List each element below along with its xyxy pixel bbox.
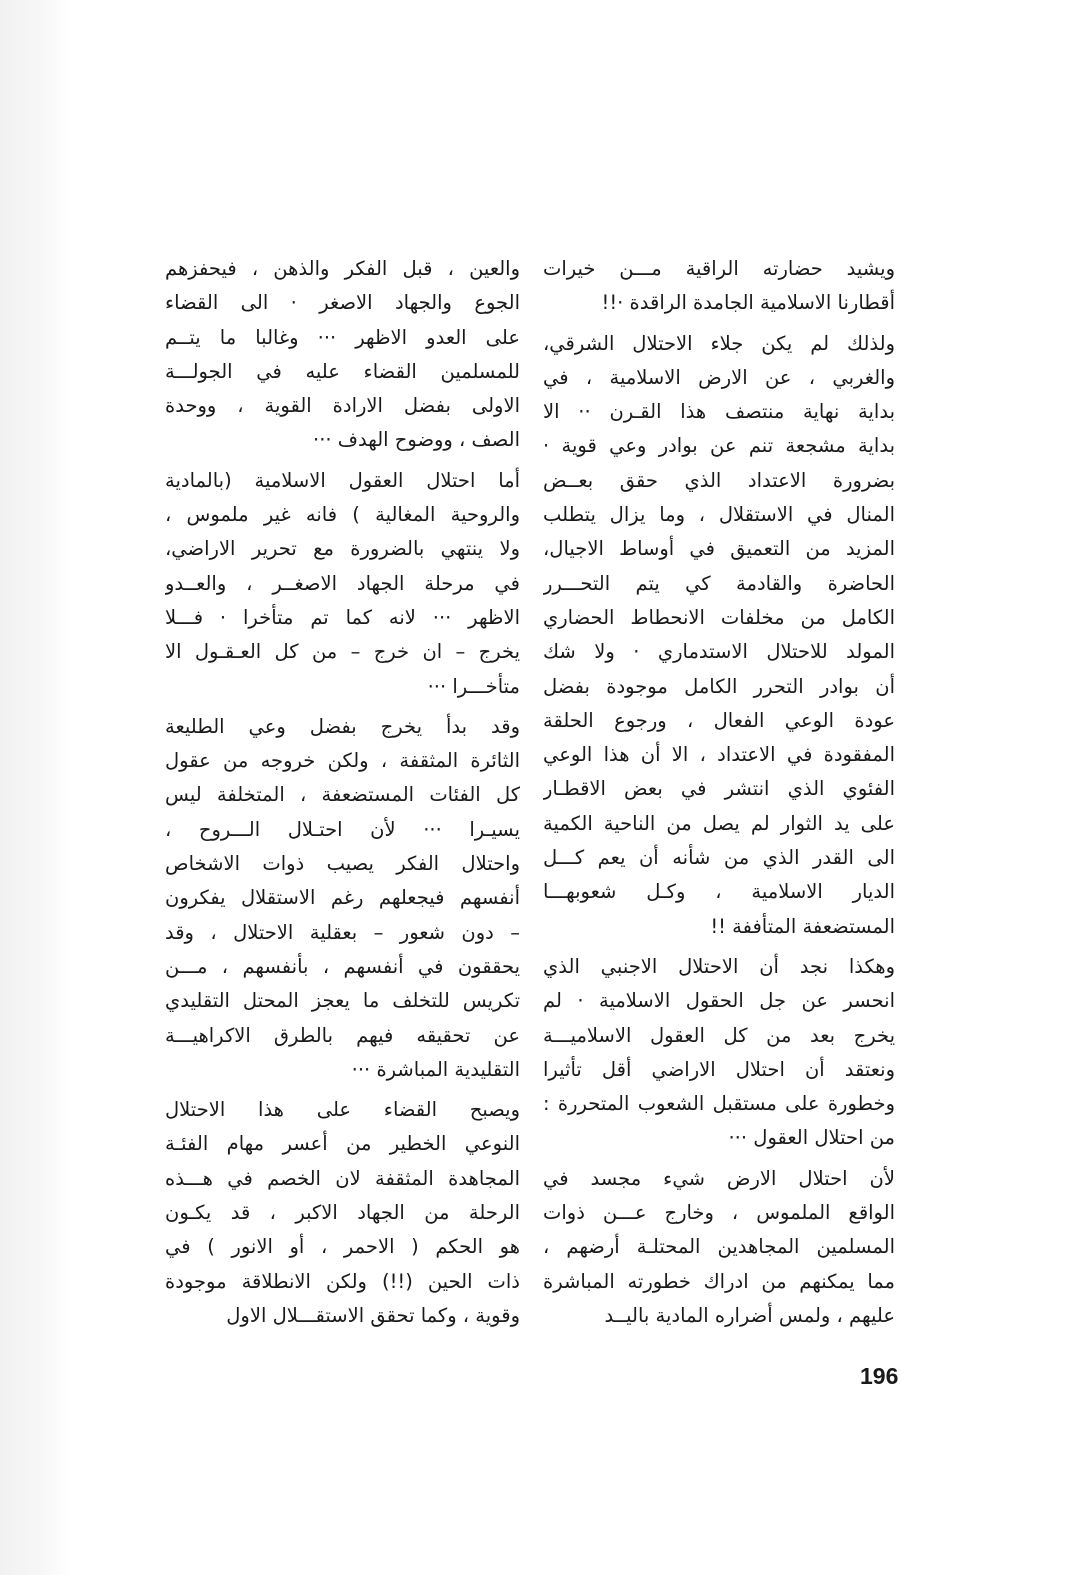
text-column-left [165,252,520,1339]
text-line: الى القدر الذي من شأنه أن يعم كـــل [543,846,895,870]
text-line: الاولى بفضل الارادة القوية ، ووحدة [165,394,520,418]
text-column-right [543,252,895,1339]
text-line: والروحية المغالية ) فانه غير ملموس ، [165,503,520,527]
text-line: بداية مشجعة تنم عن بوادر وعي قوية · [543,434,895,458]
text-line: أن بوادر التحرر الكامل موجودة بفضل [543,674,895,698]
text-line: عن تحقيقه فيهم بالطرق الاكراهيـــة [165,1023,520,1047]
paragraph [165,464,520,704]
text-line: من احتلال العقول ··· [728,1126,895,1150]
text-line: متأخـــرا ··· [427,674,520,698]
text-line: وقوية ، وكما تحقق الاستقـــلال الاول [226,1303,520,1327]
text-line: عليهم ، ولمس أضراره المادية باليــد [604,1303,895,1327]
text-line: وقد بدأ يخرج بفضل وعي الطليعة [165,714,520,738]
text-line: للمسلمين القضاء عليه في الجولـــة [165,359,520,383]
text-line: الرحلة من الجهاد الاكبر ، قد يكـون [165,1201,520,1225]
text-line: ذات الحين (!!) ولكن الانطلاقة موجودة [165,1269,520,1293]
text-line: أقطارنا الاسلامية الجامدة الراقدة ·!! [601,291,895,315]
text-line: أما احتلال العقول الاسلامية (بالمادية [165,468,520,492]
text-line: الكامل من مخلفات الانحطاط الحضاري [543,605,895,629]
text-line: يخرج – ان خرج – من كل العـقـول الا [165,640,520,664]
text-line: على يد الثوار لم يصل من الناحية الكمية [543,811,895,835]
text-line: انحسر عن جل الحقول الاسلامية · لم [543,989,895,1013]
text-line: يسيـرا ··· لأن احتـلال الـــروح ، [165,817,520,841]
text-line: كل الفئات المستضعفة ، المتخلفة ليس [165,783,520,807]
text-line: عودة الوعي الفعال ، ورجوع الحلقة [543,708,895,732]
paragraph [165,252,520,458]
scan-edge [0,0,70,1575]
text-line: المولد للاحتلال الاستدماري · ولا شك [543,640,895,664]
text-line: لأن احتلال الارض شيء مجسد في [543,1166,895,1190]
text-line: واحتلال الفكر يصيب ذوات الاشخاص [165,852,520,876]
paragraph [165,1093,520,1333]
text-line: الثائرة المثقفة ، ولكن خروجه من عقول [165,749,520,773]
text-line: الفئوي الذي انتشر في بعض الاقطـار [543,777,895,801]
text-line: تكريس للتخلف ما يعجز المحتل التقليدي [165,989,520,1013]
text-line: وخطورة على مستقبل الشعوب المتحررة : [543,1092,895,1116]
paragraph [543,327,895,944]
text-line: المفقودة في الاعتداد ، الا أن هذا الوعي [543,743,895,767]
text-line: ولا ينتهي بالضرورة مع تحرير الاراضي، [165,537,520,561]
text-line: التقليدية المباشرة ··· [351,1057,520,1081]
text-line: في مرحلة الجهاد الاصغــر ، والعــدو [165,571,520,595]
text-line: أنفسهم فيجعلهم رغم الاستقلال يفكرون [165,886,520,910]
text-line: الواقع الملموس ، وخارج عـــن ذوات [543,1201,895,1225]
text-line: الديار الاسلامية ، وكـل شعوبهـــا [543,880,895,904]
text-line: هو الحكم ( الاحمر ، أو الانور ) في [165,1235,520,1259]
paragraph [543,950,895,1156]
text-line: ولذلك لم يكن جلاء الاحتلال الشرقي، [543,331,895,355]
text-line: الاظهر ··· لانه كما تم متأخرا · فـــلا [165,605,520,629]
text-line: على العدو الاظهر ··· وغالبا ما يتــم [165,325,520,349]
text-line: ويشيد حضارته الراقية مـــن خيرات [543,257,895,280]
text-line: والغربي ، عن الارض الاسلامية ، في [543,365,895,389]
text-line: يخرج بعد من كل العقول الاسلاميـــة [543,1023,895,1047]
text-line: الحاضرة والقادمة كي يتم التحـــرر [543,571,895,595]
text-line: ويصبح القضاء على هذا الاحتلال [165,1098,520,1122]
text-line: الجوع والجهاد الاصغر · الى القضاء [165,291,520,315]
paragraph [165,710,520,1087]
page-number: 196 [860,1363,899,1389]
text-line: وهكذا نجد أن الاحتلال الاجنبي الذي [543,954,895,978]
text-line: المزيد من التعميق في أوساط الاجيال، [543,537,895,561]
paragraph [543,1162,895,1333]
text-line: المسلمين المجاهدين المحتلـة أرضهم ، [543,1235,895,1259]
text-line: المستضعفة المتأففة !! [710,914,895,938]
text-line: النوعي الخطير من أعسر مهام الفئـة [165,1132,520,1156]
text-line: المنال في الاستقلال ، وما يزال يتطلب [543,503,895,527]
text-line: الصف ، ووضوح الهدف ··· [313,428,520,452]
text-line: والعين ، قبل الفكر والذهن ، فيحفزهم [165,257,520,280]
text-line: بداية نهاية منتصف هذا القـرن ·· الا [543,400,895,424]
text-line: مما يمكنهم من ادراك خطورته المباشرة [543,1269,895,1293]
text-line: بضرورة الاعتداد الذي حقق بعــض [543,468,895,492]
text-line: يحققون في أنفسهم ، بأنفسهم ، مـــن [165,954,520,978]
text-line: ونعتقد أن احتلال الاراضي أقل تأثيرا [543,1057,895,1081]
text-line: المجاهدة المثقفة لان الخصم في هـــذه [165,1166,520,1190]
paragraph [543,252,895,321]
text-line: – دون شعور – بعقلية الاحتلال ، وقد [165,920,520,944]
